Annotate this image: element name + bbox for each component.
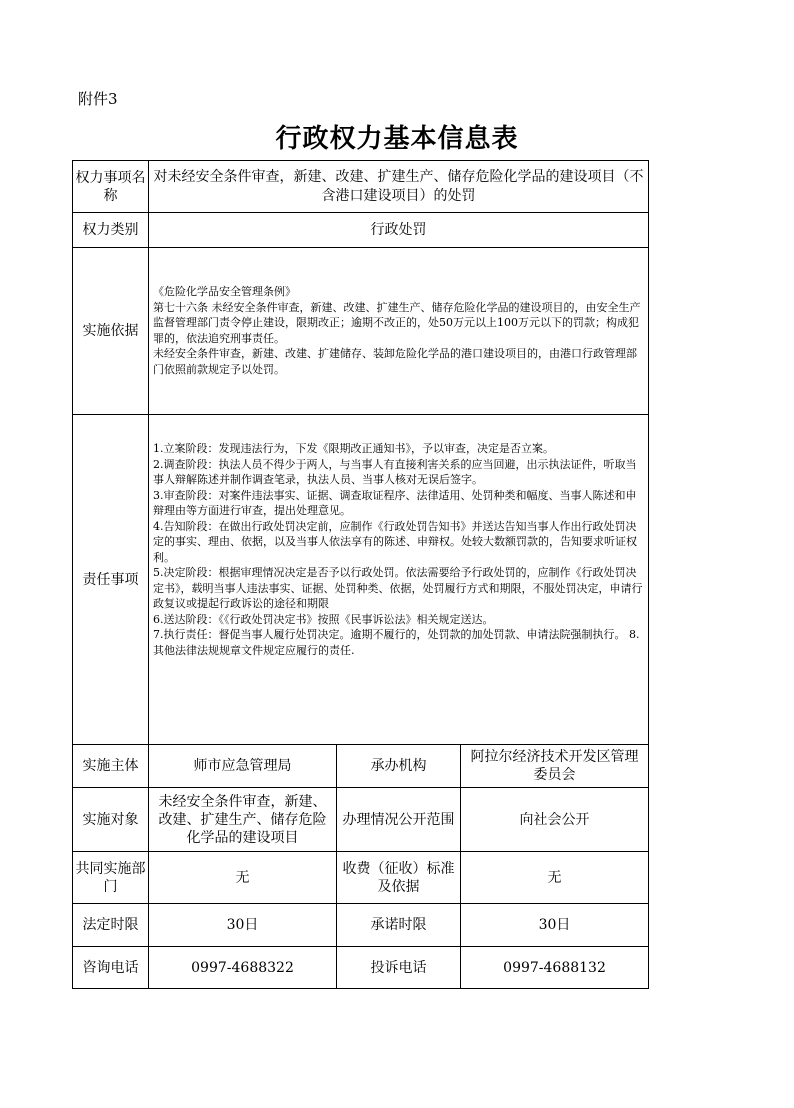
agency-label: 承办机构 [337,745,461,788]
legal-limit-label: 法定时限 [73,904,149,947]
consult-phone-value: 0997-4688322 [149,947,337,989]
row-duties [73,415,649,745]
row-power-item [73,161,649,213]
promised-limit-value: 30日 [461,904,649,947]
basis-line: 《危险化学品安全管理条例》 [153,285,296,298]
power-type-value: 行政处罚 [149,213,649,248]
subject-value: 师市应急管理局 [149,745,337,788]
duty-line: 4.告知阶段：在做出行政处罚决定前，应制作《行政处罚告知书》并送达告知当事人作出行政处罚决定的事实、理由、依据，以及当事人依法享有的陈述、申辩权。处较大数额罚款的，告知要求听证权利。 [153,519,637,564]
duties-label: 责任事项 [73,415,149,745]
attachment-label: 附件3 [78,90,118,108]
row-power-type [73,213,649,248]
target-value: 未经安全条件审查，新建、改建、扩建生产、储存危险化学品的建设项目 [149,788,337,852]
legal-limit-value: 30日 [149,904,337,947]
row-time-limit [73,904,649,947]
duty-line: 2.调查阶段：执法人员不得少于两人，与当事人有直接利害关系的应当回避，出示执法证件，听取当事人辩解陈述并制作调查笔录，执法人员、当事人核对无误后签字。 [153,457,637,486]
row-phone [73,947,649,989]
disclosure-value: 向社会公开 [461,788,649,852]
duty-line: 7.执行责任：督促当事人履行处罚决定。逾期不履行的，处罚款的加处罚款、申请法院强制执行。 8. [153,628,640,641]
info-table [72,160,649,989]
target-label: 实施对象 [73,788,149,852]
joint-value: 无 [149,852,337,904]
row-basis [73,248,649,415]
disclosure-label: 办理情况公开范围 [337,788,461,852]
consult-phone-label: 咨询电话 [73,947,149,989]
basis-line: 未经安全条件审查，新建、改建、扩建储存、装卸危险化学品的港口建设项目的，由港口行政管理部门依照前款规定予以处罚。 [153,347,637,376]
complaint-phone-value: 0997-4688132 [461,947,649,989]
duty-line: 1.立案阶段：发现违法行为，下发《限期改正通知书》，予以审查，决定是否立案。 [153,442,554,455]
subject-label: 实施主体 [73,745,149,788]
row-joint [73,852,649,904]
basis-label: 实施依据 [73,248,149,415]
duties-content [149,415,649,745]
row-subject [73,745,649,788]
duty-line: 6.送达阶段：《《行政处罚决定书》按照《民事诉讼法》相关规定送达。 [153,612,494,626]
joint-label: 共同实施部门 [73,852,149,904]
fee-value: 无 [461,852,649,904]
agency-value: 阿拉尔经济技术开发区管理委员会 [461,745,649,788]
fee-label: 收费（征收）标准及依据 [337,852,461,904]
page-title: 行政权力基本信息表 [275,124,519,154]
promised-limit-label: 承诺时限 [337,904,461,947]
duty-line: 5.决定阶段：根据审理情况决定是否予以行政处罚。依法需要给予行政处罚的，应制作《行政处罚决定书》，载明当事人违法事实、证据、处罚种类、依据，处罚履行方式和期限，不服处罚决定，申请行政复议或提起行政诉讼的途径和期限 [153,566,643,610]
power-item-value: 对未经安全条件审查，新建、改建、扩建生产、储存危险化学品的建设项目（不含港口建设项目）的处罚 [149,161,649,213]
duty-line: 其他法律法规规章文件规定应履行的责任. [153,643,355,657]
power-item-label: 权力事项名称 [73,161,149,213]
row-target [73,788,649,852]
basis-content [149,248,649,415]
duty-line: 3.审查阶段：对案件违法事实、证据、调查取证程序、法律适用、处罚种类和幅度、当事人陈述和申辩理由等方面进行审查，提出处理意见。 [153,488,637,517]
complaint-phone-label: 投诉电话 [337,947,461,989]
basis-line: 第七十六条 未经安全条件审查，新建、改建、扩建生产、储存危险化学品的建设项目的，由安全生产监督管理部门责令停止建设，限期改正；逾期不改正的，处50万元以上100万元以下的罚款；构成犯罪的，依法追究刑事责任。 [153,300,641,345]
power-type-label: 权力类别 [73,213,149,248]
